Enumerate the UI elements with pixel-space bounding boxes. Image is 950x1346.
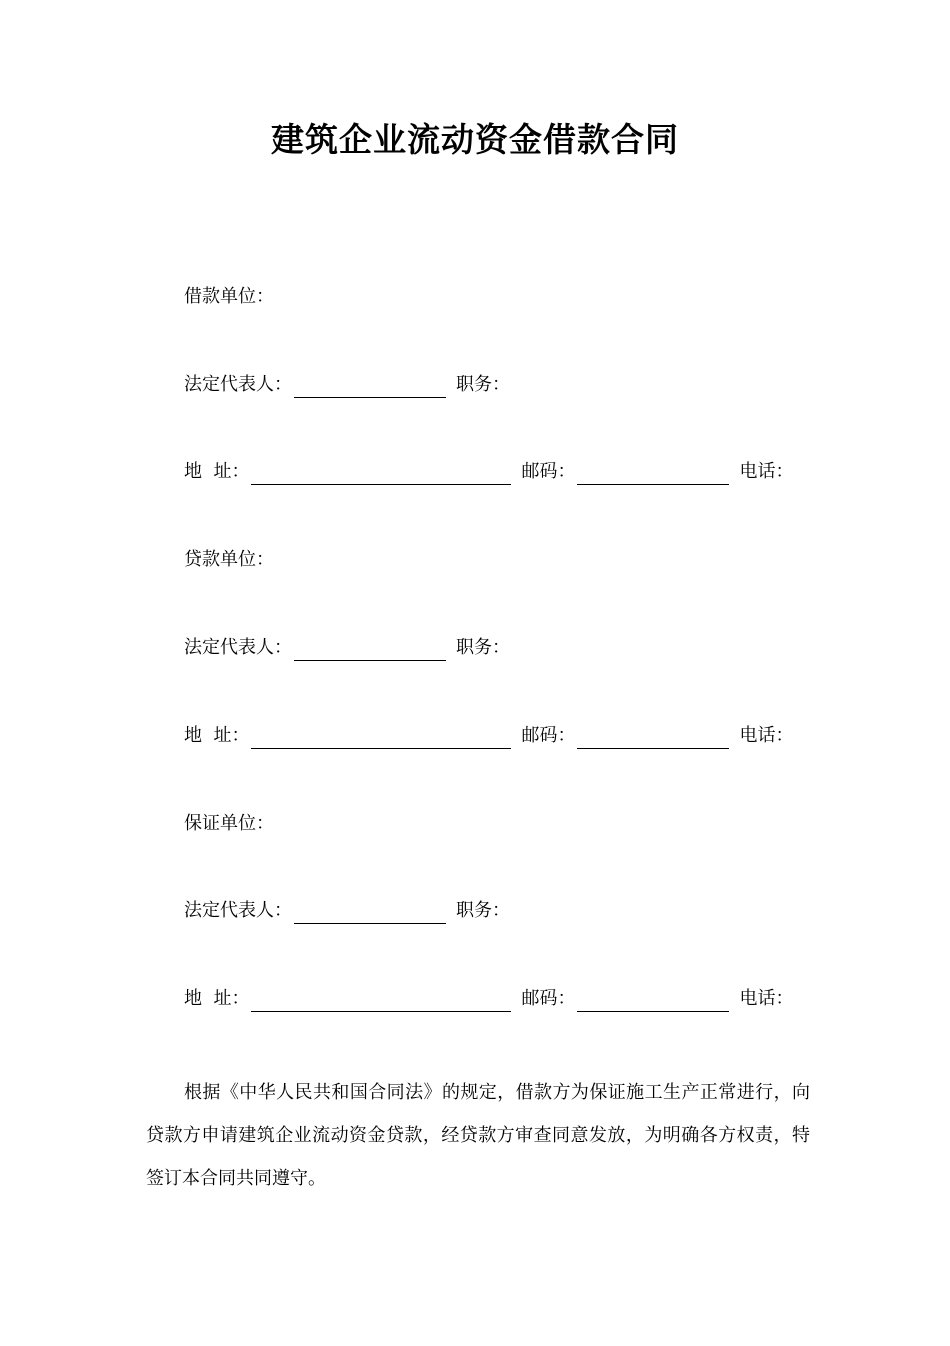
lender-position-label: 职务： <box>456 637 510 658</box>
guarantor-position-label: 职务： <box>456 900 510 921</box>
lender-postcode-label: 邮码： <box>521 725 576 746</box>
guarantor-address-label: 地 址： <box>184 988 250 1009</box>
guarantor-unit-label: 保证单位： <box>184 813 274 834</box>
preamble-paragraph: 根据《中华人民共和国合同法》的规定，借款方为保证施工生产正常进行，向贷款方申请建筑企业流动资金贷款，经贷款方审查同意发放，为明确各方权责，特签订本合同共同遵守。 <box>146 1082 810 1189</box>
borrower-rep-label: 法定代表人： <box>184 374 292 395</box>
borrower-phone-label: 电话： <box>739 461 794 482</box>
guarantor-unit-row <box>184 811 274 837</box>
borrower-address-label: 地 址： <box>184 461 250 482</box>
borrower-address-blank[interactable] <box>251 464 511 485</box>
document-title: 建筑企业流动资金借款合同 <box>271 120 679 159</box>
borrower-rep-row <box>184 372 510 398</box>
guarantor-postcode-label: 邮码： <box>521 988 576 1009</box>
lender-address-blank[interactable] <box>251 728 511 749</box>
lender-phone-label: 电话： <box>739 725 794 746</box>
lender-rep-row <box>184 635 510 661</box>
guarantor-rep-label: 法定代表人： <box>184 900 292 921</box>
lender-address-row <box>184 723 793 749</box>
guarantor-address-row <box>184 986 793 1012</box>
lender-address-label: 地 址： <box>184 725 250 746</box>
lender-rep-label: 法定代表人： <box>184 637 292 658</box>
borrower-position-label: 职务： <box>456 374 510 395</box>
borrower-unit-label: 借款单位： <box>184 286 274 307</box>
borrower-address-row <box>184 459 793 485</box>
guarantor-address-blank[interactable] <box>251 991 511 1012</box>
guarantor-postcode-blank[interactable] <box>577 991 729 1012</box>
lender-rep-blank[interactable] <box>294 640 446 661</box>
guarantor-rep-blank[interactable] <box>294 903 446 924</box>
borrower-unit-row <box>184 284 274 310</box>
guarantor-phone-label: 电话： <box>739 988 794 1009</box>
borrower-rep-blank[interactable] <box>294 377 446 398</box>
lender-postcode-blank[interactable] <box>577 728 729 749</box>
borrower-postcode-label: 邮码： <box>521 461 576 482</box>
lender-unit-row <box>184 547 274 573</box>
borrower-postcode-blank[interactable] <box>577 464 729 485</box>
lender-unit-label: 贷款单位： <box>184 549 274 570</box>
guarantor-rep-row <box>184 898 510 924</box>
